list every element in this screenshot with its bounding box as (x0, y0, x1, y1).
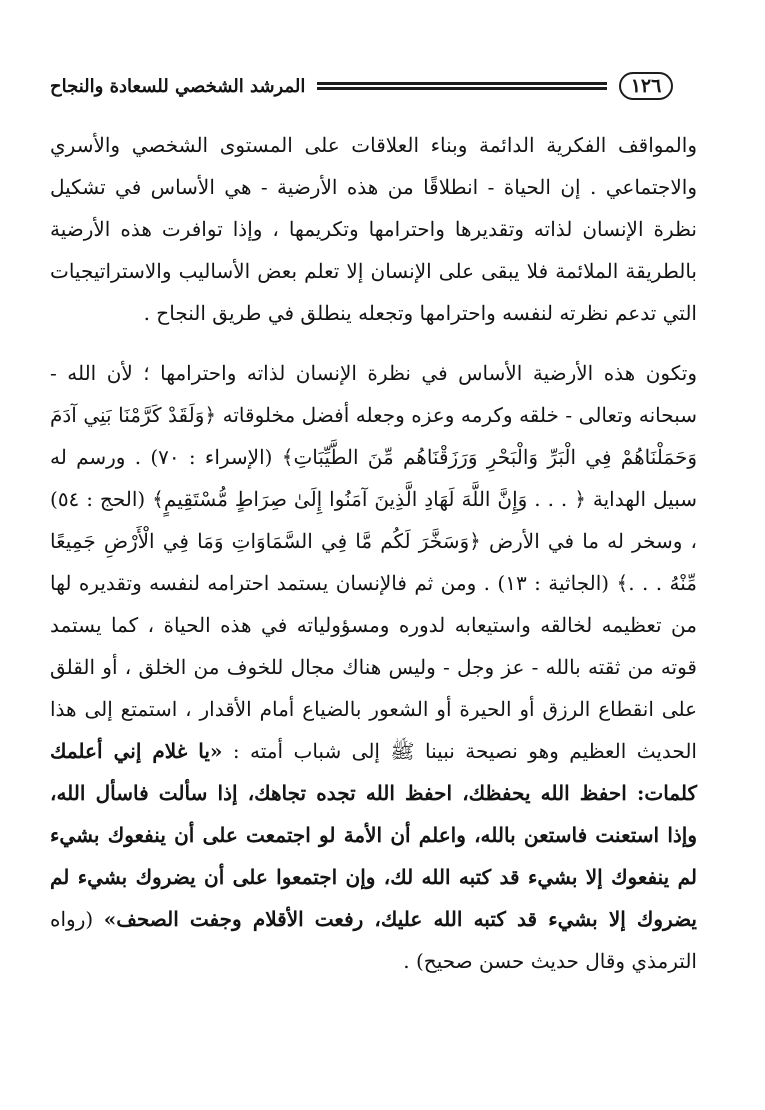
reference-jathiya: (الجاثية : ١٣) . ومن ثم فالإنسان يستمد احترامه لنفسه وتقديره لها من تعظيمه لخالقه واستيعابه لدوره ومسؤولياته في هذه الحياة ، كما يستمد قوته من ثقته بالله - عز وجل - وليس هناك مجال للخوف من الخلق ، أو القلق على انقطاع الرزق أو الحيرة أو الشعور بالضياع أمام الأقدار ، استمتع إلى هذا الحديث العظيم وهو نصيحة نبينا ﷺ إلى شباب أمته : (50, 571, 698, 763)
book-title: المرشد الشخصي للسعادة والنجاح (50, 75, 306, 97)
quran-verse-jathiya: ﴿وَسَخَّرَ لَكُم مَّا فِي السَّمَاوَاتِ وَمَا فِي الْأَرْضِ جَمِيعًا مِّنْهُ . . .﴾ (50, 529, 698, 595)
hadith-source: (رواه الترمذي وقال حديث حسن صحيح) . (50, 907, 697, 973)
header-rule (317, 82, 607, 90)
paragraph-2-intro: وتكون هذه الأرضية الأساس في نظرة الإنسان لذاته واحترامها ؛ لأن الله - سبحانه وتعالى - خلقه وكرمه وعزه وجعله أفضل مخلوقاته (50, 361, 697, 427)
running-header (50, 66, 673, 106)
paragraph-2 (50, 352, 697, 982)
reference-isra: (الإسراء : ٧٠) . ورسم له سبيل الهداية (50, 445, 698, 511)
quran-verse-isra: ﴿وَلَقَدْ كَرَّمْنَا بَنِي آدَمَ وَحَمَلْنَاهُمْ فِي الْبَرِّ وَالْبَحْرِ وَرَزَقْنَاهُم مِّنَ الطَّيِّبَاتِ﴾ (50, 403, 697, 469)
reference-hajj: (الحج : ٥٤) ، وسخر له ما في الأرض (50, 487, 697, 553)
page-number: ١٢٦ (619, 72, 673, 100)
quran-verse-hajj: ﴿ . . . وَإِنَّ اللَّهَ لَهَادِ الَّذِينَ آمَنُوا إِلَىٰ صِرَاطٍ مُّسْتَقِيمٍ﴾ (152, 487, 586, 511)
paragraph-1: والمواقف الفكرية الدائمة وبناء العلاقات على المستوى الشخصي والأسري والاجتماعي . إن الحياة - انطلاقًا من هذه الأرضية - هي الأساس في تشكيل نظرة الإنسان لذاته وتقديرها واحترامها وتكريمها ، وإذا توافرت هذه الأرضية بالطريقة الملائمة فلا يبقى على الإنسان إلا تعلم بعض الأساليب والاستراتيجيات التي تدعم نظرته لنفسه واحترامها وتجعله ينطلق في طريق النجاح . (50, 133, 697, 325)
hadith-quote: «يا غلام إني أعلمك كلمات: احفظ الله يحفظك، احفظ الله تجده تجاهك، إذا سألت فاسأل الله، وإذا استعنت فاستعن بالله، واعلم أن الأمة لو اجتمعت على أن ينفعوك بشيء لم ينفعوك إلا بشيء قد كتبه الله لك، وإن اجتمعوا على أن يضروك بشيء لم يضروك إلا بشيء قد كتبه الله عليك، رفعت الأقلام وجفت الصحف» (50, 739, 697, 931)
page-body (50, 124, 697, 982)
